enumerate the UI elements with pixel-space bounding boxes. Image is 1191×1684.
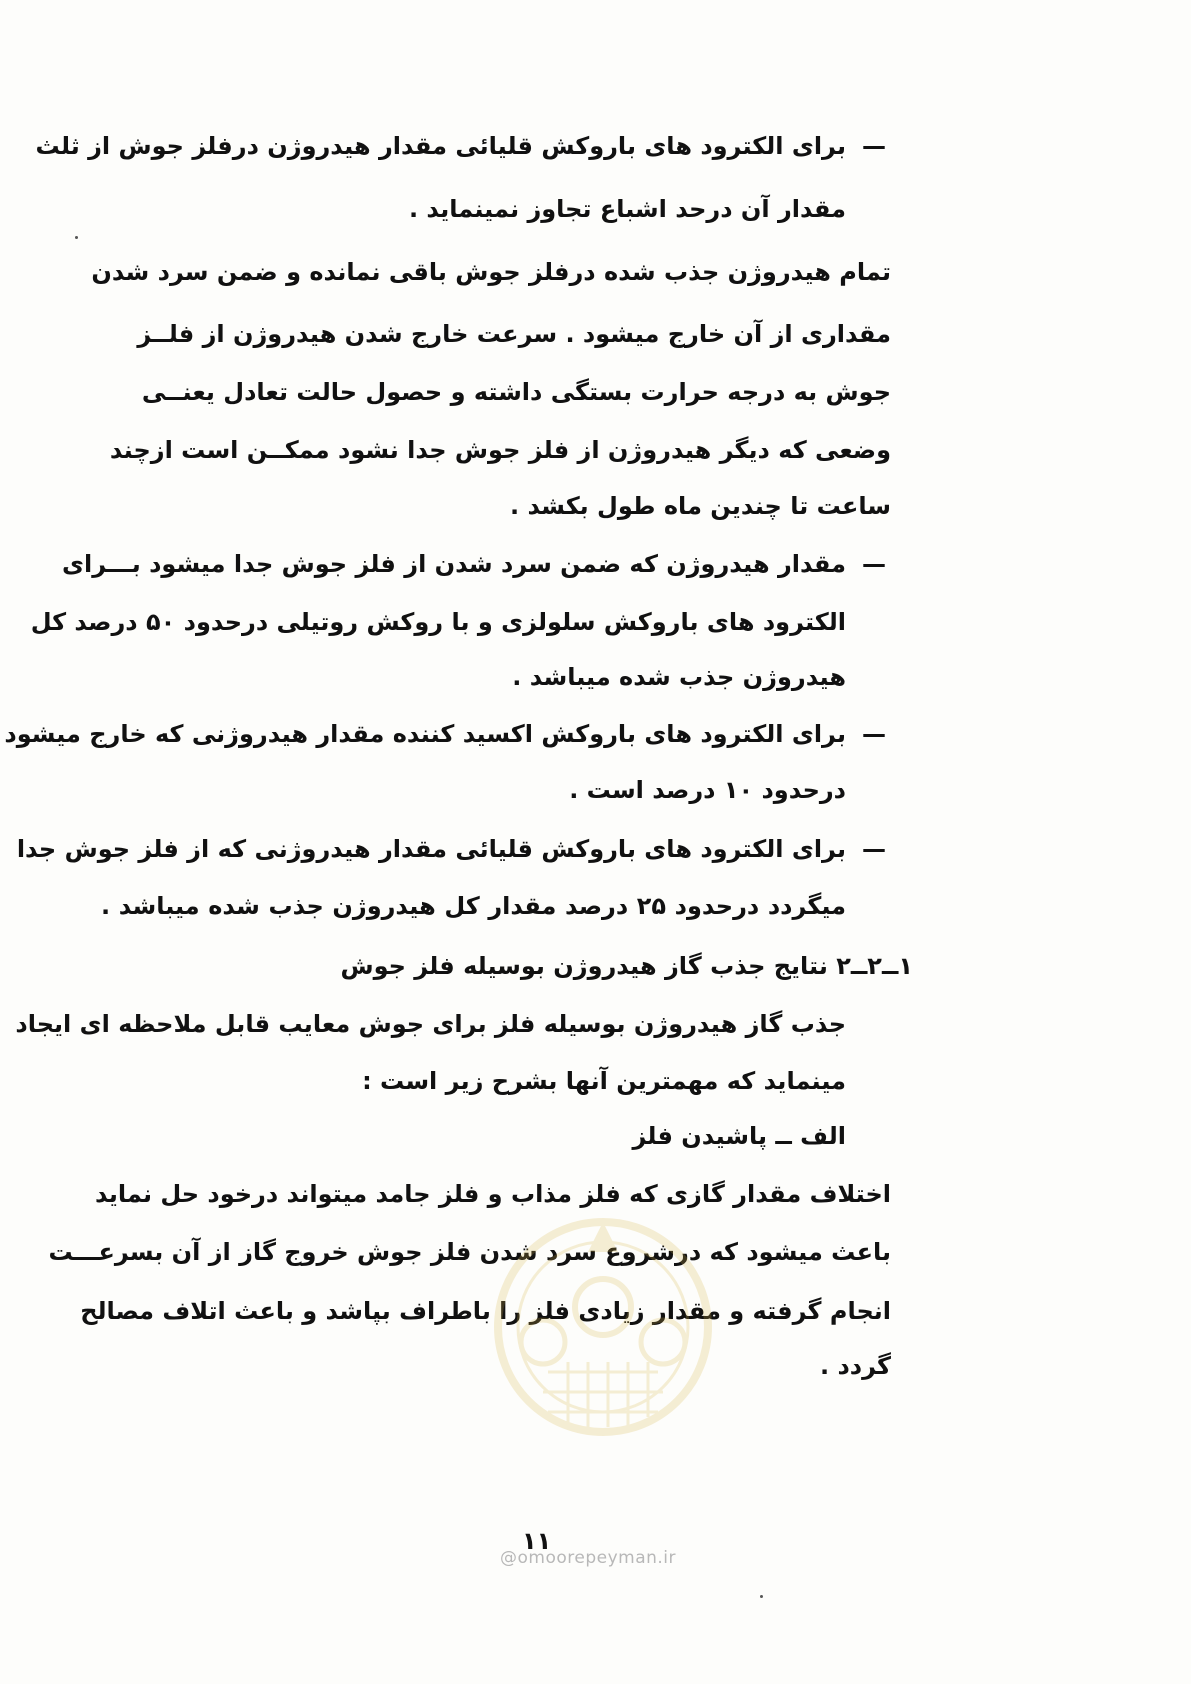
page-number: ۱۱ — [522, 1527, 552, 1555]
watermark-text: @omoorepeyman.ir — [500, 1548, 677, 1568]
text-line: هیدروژن جذب شده میباشد . — [512, 663, 846, 691]
subheading: الف ــ پاشیدن فلز — [632, 1122, 846, 1150]
text-line: جذب گاز هیدروژن بوسیله فلز برای جوش معایب قابل ملاحظه ای ایجاد — [15, 1010, 846, 1038]
text-line: مقدار هیدروژن که ضمن سرد شدن از فلز جوش جدا میشود بـــرای — [61, 550, 846, 578]
text-line: الکترود های باروکش سلولزی و با روکش روتیلی درحدود ۵۰ درصد کل — [30, 608, 846, 636]
text-line: مقداری از آن خارج میشود . سرعت خارج شدن هیدروژن از فلــز — [137, 320, 891, 348]
text-line: درحدود ۱۰ درصد است . — [569, 776, 846, 804]
text-line: میگردد درحدود ۲۵ درصد مقدار کل هیدروژن جذب شده میباشد . — [101, 892, 846, 920]
text-line: گردد . — [820, 1352, 891, 1380]
watermark-seal-icon — [488, 1212, 718, 1462]
text-line: وضعی که دیگر هیدروژن از فلز جوش جدا نشود ممکــن است ازچند — [109, 436, 891, 464]
text-line: تمام هیدروژن جذب شده درفلز جوش باقی نمانده و ضمن سرد شدن — [91, 258, 891, 286]
text-line: باعث میشود که درشروع سرد شدن فلز جوش خروج گاز از آن بسرعـــت — [48, 1238, 891, 1266]
bullet-dash: — — [862, 835, 886, 863]
text-line: مقدار آن درحد اشباع تجاوز نمینماید . — [408, 195, 846, 223]
text-line: جوش به درجه حرارت بستگی داشته و حصول حالت تعادل یعنــی — [141, 378, 891, 406]
text-line: مینماید که مهمترین آنها بشرح زیر است : — [362, 1067, 846, 1095]
section-heading: ۱ــ۲ــ۲ نتایج جذب گاز هیدروژن بوسیله فلز جوش — [340, 952, 913, 980]
text-line: اختلاف مقدار گازی که فلز مذاب و فلز جامد میتواند درخود حل نماید — [94, 1180, 891, 1208]
bullet-dash: — — [862, 720, 886, 748]
text-line: برای الکترود های باروکش قلیائی مقدار هیدروژن درفلز جوش از ثلث — [35, 132, 846, 160]
text-line: برای الکترود های باروکش اکسید کننده مقدار هیدروژنی که خارج میشود — [4, 720, 846, 748]
scan-speck — [75, 236, 78, 239]
text-line: انجام گرفته و مقدار زیادی فلز را باطراف بپاشد و باعث اتلاف مصالح — [80, 1297, 891, 1325]
text-line: ساعت تا چندین ماه طول بکشد . — [509, 492, 891, 520]
scan-speck — [760, 1595, 763, 1598]
text-line: برای الکترود های باروکش قلیائی مقدار هیدروژنی که از فلز جوش جدا — [16, 835, 846, 863]
bullet-dash: — — [862, 132, 886, 160]
bullet-dash: — — [862, 550, 886, 578]
